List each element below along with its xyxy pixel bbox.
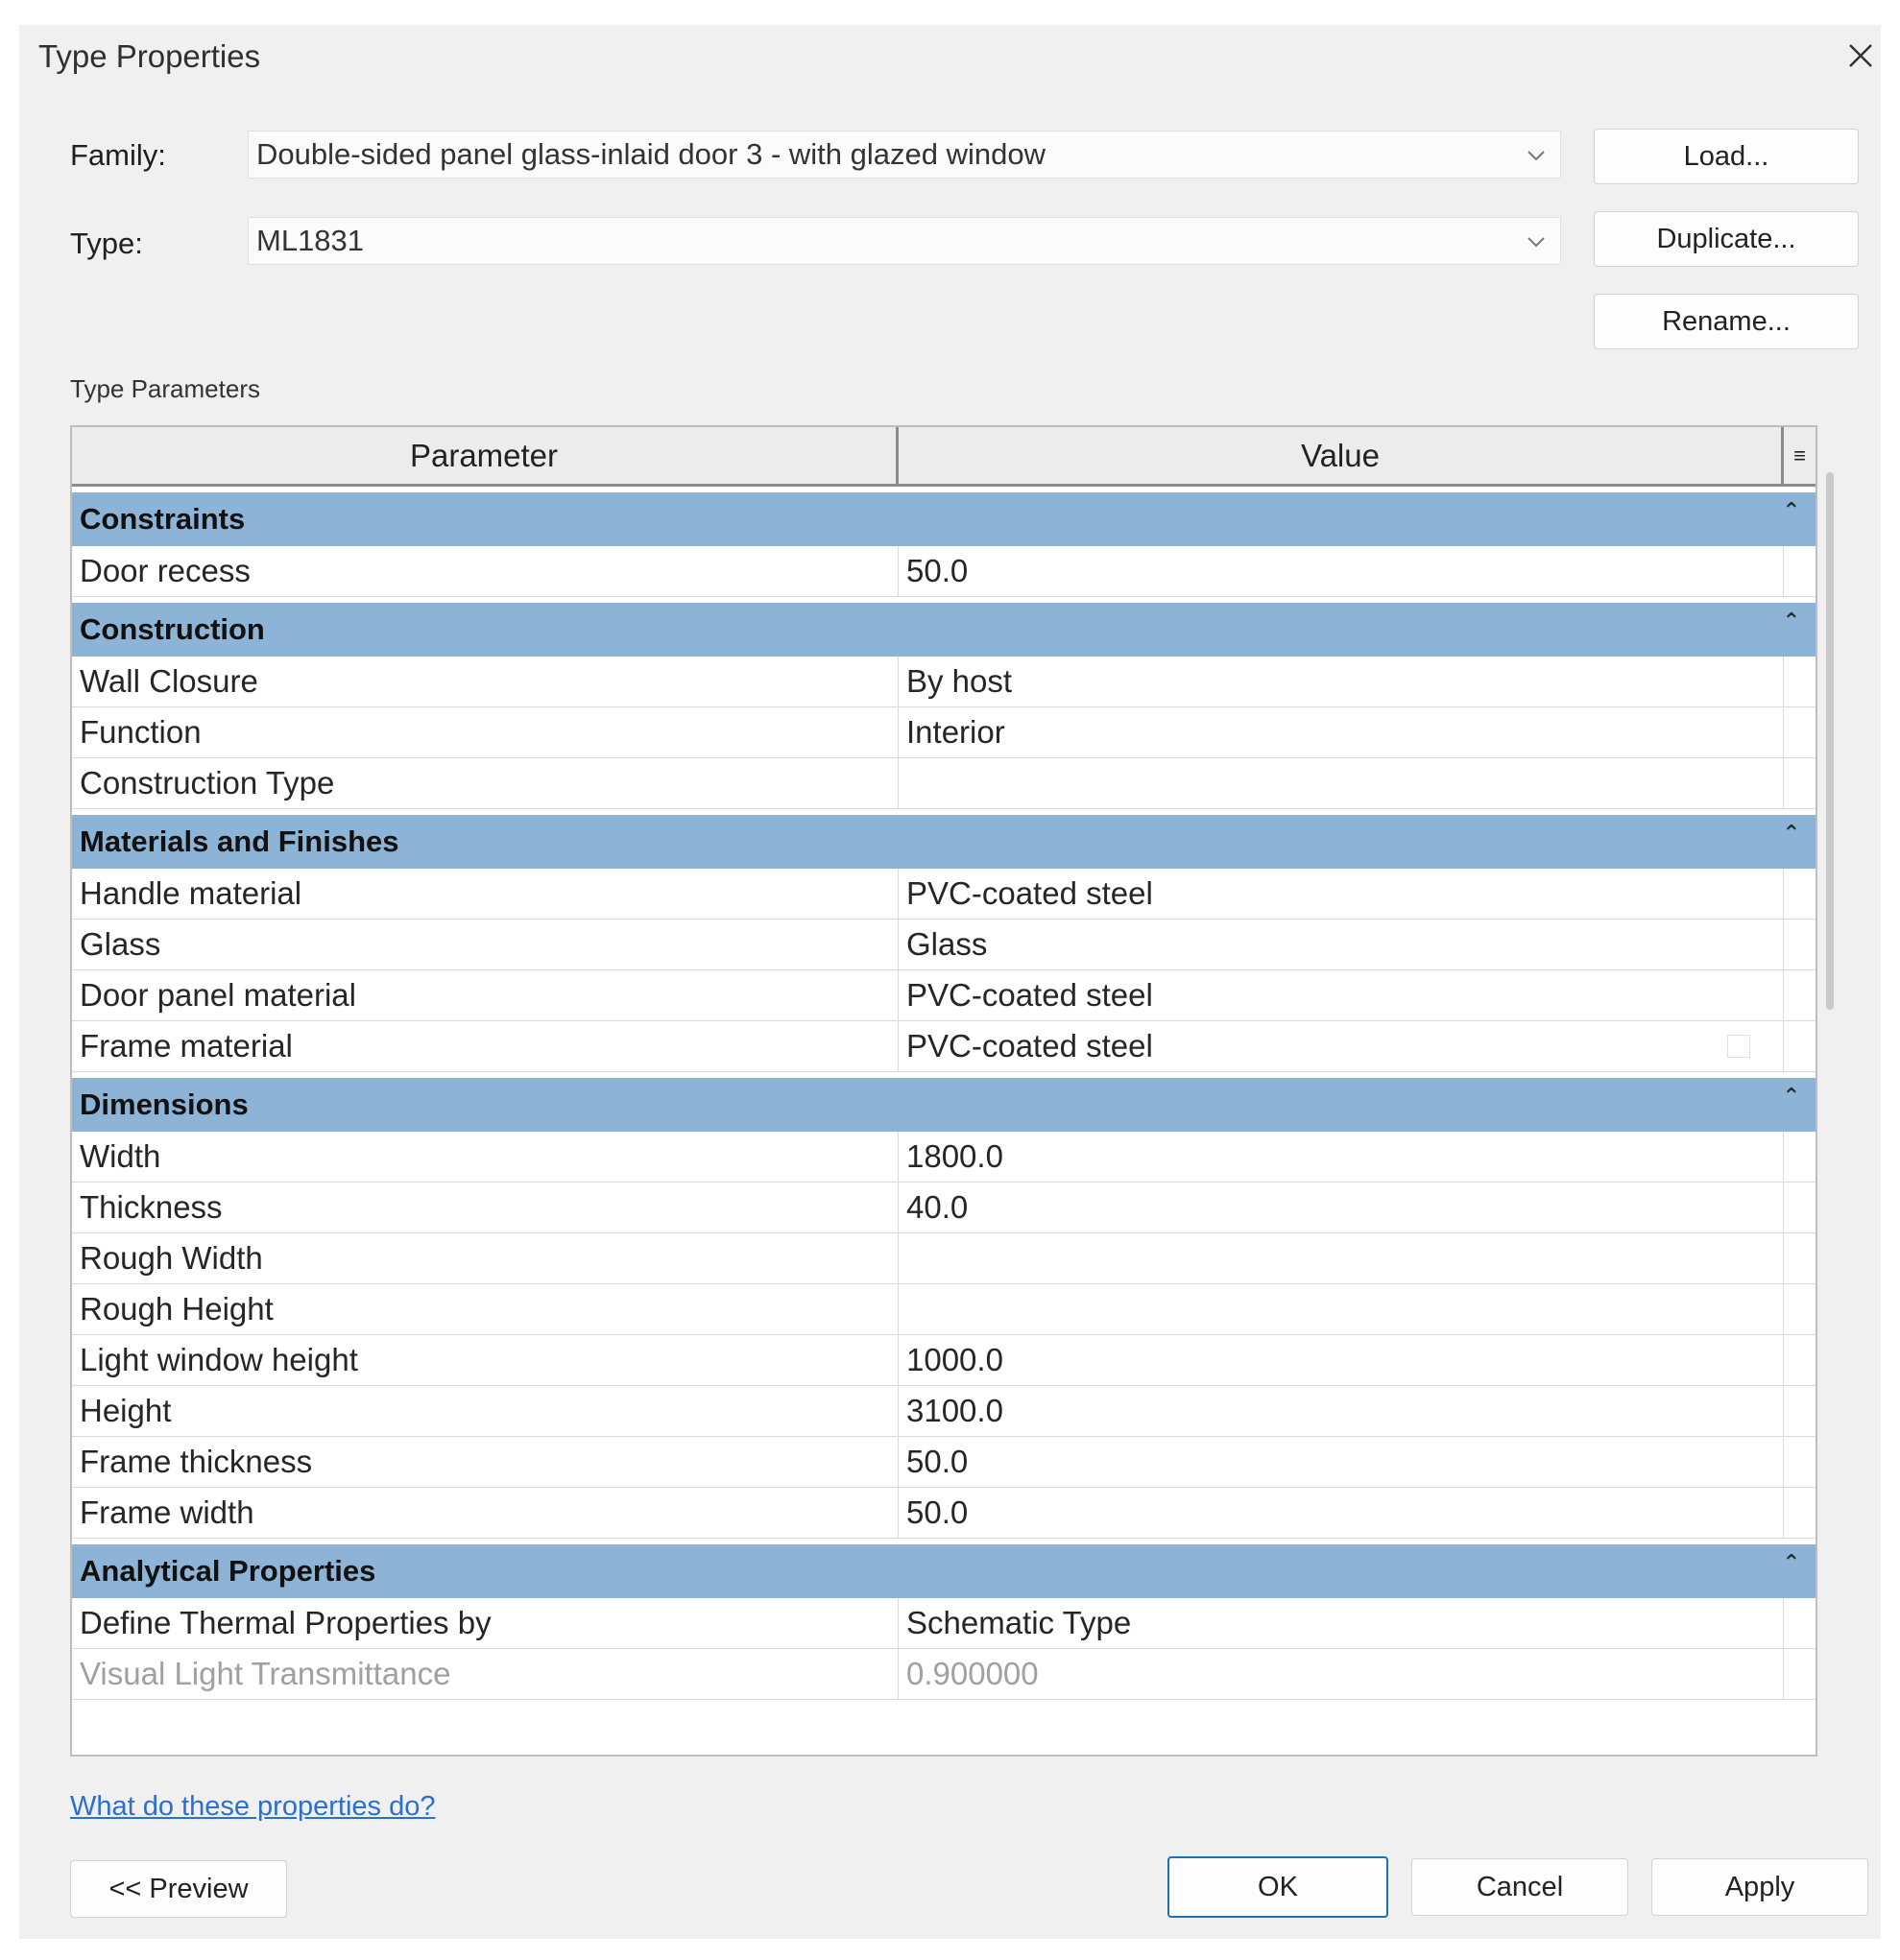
associate-parameter-button[interactable] [1783, 869, 1816, 919]
grid-scrollbar[interactable] [1826, 472, 1834, 1010]
parameter-row [72, 920, 1816, 970]
type-parameters-label: Type Parameters [70, 374, 260, 403]
parameter-value[interactable] [898, 758, 1758, 808]
parameter-row [72, 1437, 1816, 1488]
parameter-row [72, 1132, 1816, 1183]
parameter-name: Frame thickness [80, 1444, 313, 1479]
parameter-row [72, 1386, 1816, 1437]
associate-parameter-button[interactable] [1783, 1284, 1816, 1334]
parameter-value[interactable]: 50.0 [898, 1488, 1758, 1538]
parameter-column-header[interactable]: Parameter [409, 437, 559, 473]
group-header[interactable] [72, 603, 1816, 657]
group-title: Analytical Properties [80, 1554, 376, 1588]
parameter-value[interactable]: PVC-coated steel [898, 1021, 1758, 1071]
preview-button[interactable]: << Preview [70, 1860, 287, 1918]
parameter-name: Wall Closure [80, 663, 258, 699]
parameter-value[interactable]: Glass [898, 920, 1758, 969]
parameter-value[interactable]: 1800.0 [898, 1132, 1758, 1182]
group-header[interactable] [72, 1078, 1816, 1132]
associate-parameter-button[interactable] [1783, 1183, 1816, 1232]
group-title: Materials and Finishes [80, 825, 399, 858]
chevron-down-icon [1524, 229, 1549, 254]
group-header[interactable] [72, 492, 1816, 546]
type-value: ML1831 [256, 224, 365, 257]
parameter-row [72, 1649, 1816, 1700]
parameter-name: Light window height [80, 1342, 358, 1377]
browse-material-button[interactable] [1727, 1035, 1750, 1058]
parameter-value[interactable]: Schematic Type [898, 1598, 1758, 1648]
parameter-name: Visual Light Transmittance [80, 1656, 451, 1691]
parameter-row [72, 1233, 1816, 1284]
parameter-name: Glass [80, 926, 161, 962]
parameter-name: Frame material [80, 1028, 293, 1064]
associate-parameter-button[interactable] [1783, 1233, 1816, 1283]
dialog-title: Type Properties [38, 38, 261, 74]
parameter-value[interactable]: PVC-coated steel [898, 970, 1758, 1020]
parameter-value[interactable]: 40.0 [898, 1183, 1758, 1232]
parameter-value[interactable]: By host [898, 657, 1758, 706]
family-dropdown[interactable] [248, 131, 1561, 179]
associate-parameter-button[interactable] [1783, 1021, 1816, 1071]
parameter-name: Rough Width [80, 1240, 263, 1276]
associate-parameter-button[interactable] [1783, 1386, 1816, 1436]
apply-button[interactable]: Apply [1651, 1858, 1868, 1916]
associate-parameter-button[interactable] [1783, 1598, 1816, 1648]
parameter-value[interactable]: 50.0 [898, 546, 1758, 596]
family-label: Family: [70, 138, 166, 172]
parameter-name: Width [80, 1138, 161, 1174]
group-title: Dimensions [80, 1088, 249, 1121]
associate-parameter-button[interactable] [1783, 970, 1816, 1020]
duplicate-button[interactable]: Duplicate... [1594, 211, 1859, 267]
parameter-row [72, 1488, 1816, 1539]
parameter-name: Thickness [80, 1189, 223, 1225]
type-parameters-grid [70, 425, 1817, 1757]
parameter-row [72, 970, 1816, 1021]
group-title: Construction [80, 612, 265, 646]
associate-parameter-button[interactable] [1783, 657, 1816, 706]
parameter-row [72, 657, 1816, 707]
family-value: Double-sided panel glass-inlaid door 3 - with glazed window [256, 137, 1046, 171]
help-link[interactable]: What do these properties do? [70, 1791, 436, 1822]
collapse-icon[interactable]: ⌃ [1782, 1550, 1800, 1574]
parameter-row [72, 707, 1816, 758]
parameter-row [72, 546, 1816, 597]
cancel-button[interactable]: Cancel [1411, 1858, 1628, 1916]
type-label: Type: [70, 227, 143, 260]
associate-parameter-button[interactable] [1783, 920, 1816, 969]
parameter-value[interactable]: PVC-coated steel [898, 869, 1758, 919]
collapse-icon[interactable]: ⌃ [1782, 1084, 1800, 1108]
parameter-row [72, 1021, 1816, 1072]
parameter-row [72, 1598, 1816, 1649]
parameter-name: Function [80, 714, 202, 750]
parameter-name: Door panel material [80, 977, 356, 1013]
associate-parameter-button[interactable] [1783, 1488, 1816, 1538]
group-header[interactable] [72, 815, 1816, 869]
parameter-row [72, 1183, 1816, 1233]
parameter-row [72, 869, 1816, 920]
associate-parameter-button[interactable] [1783, 758, 1816, 808]
parameter-row [72, 1284, 1816, 1335]
chevron-down-icon [1524, 143, 1549, 168]
collapse-icon[interactable]: ⌃ [1782, 609, 1800, 633]
associate-parameter-button[interactable] [1783, 1437, 1816, 1487]
menu-icon[interactable]: ≡ [1793, 442, 1806, 467]
type-properties-dialog [19, 25, 1881, 1939]
group-header[interactable] [72, 1544, 1816, 1598]
associate-parameter-button[interactable] [1783, 546, 1816, 596]
parameter-value[interactable]: 3100.0 [898, 1386, 1758, 1436]
parameter-value: 0.900000 [898, 1649, 1758, 1699]
grid-header [72, 427, 1816, 487]
grid-rows [72, 487, 1816, 1700]
parameter-name: Rough Height [80, 1291, 274, 1327]
associate-parameter-button[interactable] [1783, 707, 1816, 757]
associate-parameter-button[interactable] [1783, 1132, 1816, 1182]
load-button[interactable]: Load... [1594, 129, 1859, 184]
value-column-header[interactable]: Value [1301, 437, 1380, 473]
parameter-name: Handle material [80, 875, 302, 911]
rename-button[interactable]: Rename... [1594, 294, 1859, 349]
associate-parameter-button[interactable] [1783, 1649, 1816, 1699]
parameter-name: Frame width [80, 1494, 254, 1530]
parameter-value[interactable] [898, 1233, 1758, 1283]
group-title: Constraints [80, 502, 246, 536]
parameter-row [72, 758, 1816, 809]
parameter-name: Height [80, 1393, 172, 1428]
associate-parameter-button[interactable] [1783, 1335, 1816, 1385]
parameter-value[interactable]: Interior [898, 707, 1758, 757]
collapse-icon[interactable]: ⌃ [1782, 498, 1800, 522]
parameter-name: Door recess [80, 553, 251, 588]
type-dropdown[interactable] [248, 217, 1561, 265]
close-button[interactable] [1838, 33, 1884, 79]
close-icon [1846, 41, 1875, 70]
ok-button[interactable]: OK [1167, 1856, 1388, 1918]
parameter-value[interactable]: 1000.0 [898, 1335, 1758, 1385]
parameter-name: Construction Type [80, 765, 335, 801]
parameter-name: Define Thermal Properties by [80, 1605, 492, 1640]
parameter-row [72, 1335, 1816, 1386]
parameter-value[interactable] [898, 1284, 1758, 1334]
collapse-icon[interactable]: ⌃ [1782, 821, 1800, 845]
parameter-value[interactable]: 50.0 [898, 1437, 1758, 1487]
